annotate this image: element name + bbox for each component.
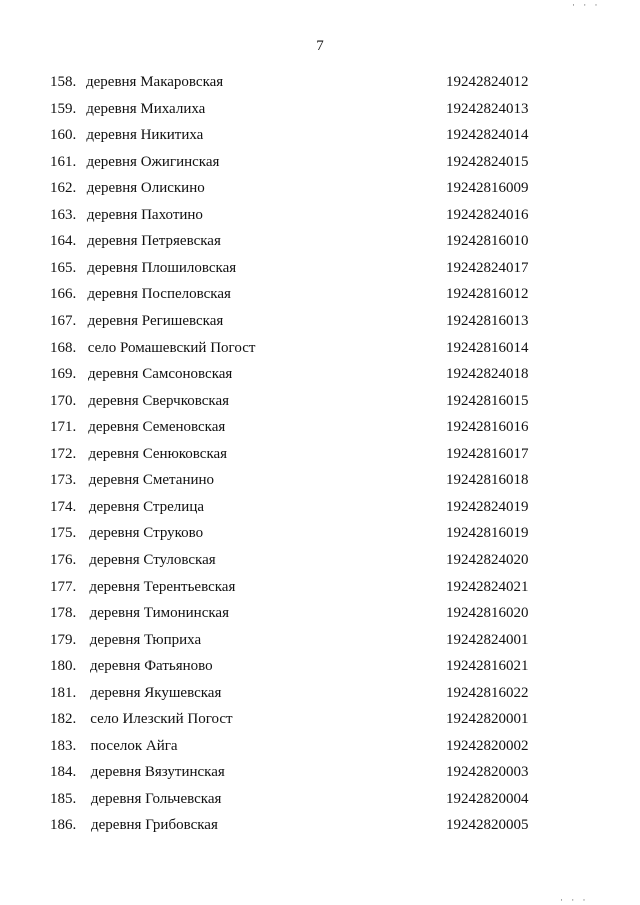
scan-mark-bottom: · · · — [560, 895, 589, 905]
item-number: 176. — [50, 551, 77, 568]
list-item — [0, 762, 640, 782]
settlement-name: деревня Плошиловская — [87, 259, 237, 276]
okato-code: 19242824019 — [446, 498, 529, 515]
okato-code: 19242816019 — [446, 525, 529, 542]
okato-code: 19242824014 — [446, 127, 529, 144]
settlement-name: деревня Фатьяново — [90, 658, 213, 675]
settlement-name: деревня Тюприха — [89, 631, 202, 648]
okato-code: 19242816013 — [446, 313, 529, 329]
item-number: 163. — [50, 206, 77, 223]
list-item — [0, 284, 640, 304]
settlement-name: деревня Грибовская — [91, 817, 218, 834]
settlement-name: деревня Самсоновская — [88, 366, 233, 383]
settlement-name: деревня Струково — [89, 525, 204, 542]
settlement-name: деревня Сенюковская — [88, 445, 228, 462]
list-item — [0, 99, 640, 119]
item-number: 178. — [50, 605, 77, 621]
item-number: 170. — [50, 392, 77, 409]
okato-code: 19242824018 — [446, 366, 529, 383]
item-number: 174. — [50, 498, 77, 515]
settlement-name: деревня Терентьевская — [89, 578, 236, 595]
okato-code: 19242820005 — [446, 817, 529, 834]
item-number: 167. — [50, 313, 77, 329]
list-item — [0, 258, 640, 278]
settlement-name: деревня Тимонинская — [89, 605, 229, 621]
okato-code: 19242816017 — [446, 445, 529, 462]
list-item — [0, 178, 640, 198]
item-number: 186. — [50, 817, 77, 834]
item-number: 173. — [50, 472, 77, 489]
settlement-name: деревня Стрелица — [88, 498, 204, 515]
okato-code: 19242820001 — [446, 711, 529, 728]
item-number: 183. — [50, 737, 77, 754]
okato-code: 19242824013 — [446, 100, 529, 117]
okato-code: 19242816018 — [446, 472, 529, 489]
list-item — [0, 311, 640, 331]
item-number: 160. — [50, 127, 77, 144]
item-number: 185. — [50, 790, 77, 807]
list-item — [0, 630, 640, 650]
list-item — [0, 683, 640, 703]
okato-code: 19242824020 — [446, 551, 529, 568]
item-number: 181. — [50, 684, 77, 701]
okato-code: 19242816015 — [446, 392, 529, 409]
list-item — [0, 603, 640, 623]
okato-code: 19242816012 — [446, 286, 529, 303]
list-item — [0, 656, 640, 676]
list-item — [0, 550, 640, 570]
list-item — [0, 470, 640, 490]
okato-code: 19242816021 — [446, 658, 529, 675]
settlement-name: деревня Гольчевская — [90, 790, 222, 807]
item-number: 161. — [50, 153, 77, 170]
settlement-name: село Ромашевский Погост — [87, 339, 256, 356]
item-number: 158. — [50, 74, 77, 90]
list-item — [0, 497, 640, 517]
item-number: 162. — [50, 180, 77, 197]
settlement-name: деревня Сверчковская — [88, 392, 230, 409]
settlement-name: деревня Якушевская — [90, 684, 222, 701]
item-number: 177. — [50, 578, 77, 595]
settlement-name: деревня Олискино — [86, 180, 205, 197]
okato-code: 19242824001 — [446, 631, 529, 648]
settlement-name: деревня Пахотино — [86, 206, 203, 223]
settlement-name: деревня Петряевская — [87, 233, 221, 250]
list-item — [0, 72, 640, 92]
settlement-name: деревня Макаровская — [86, 74, 224, 90]
list-item — [0, 125, 640, 145]
item-number: 166. — [50, 286, 77, 303]
okato-code: 19242824012 — [446, 74, 529, 90]
okato-code: 19242816020 — [446, 605, 529, 621]
okato-code: 19242820003 — [446, 764, 529, 781]
list-item — [0, 391, 640, 411]
item-number: 172. — [50, 445, 77, 462]
list-item — [0, 815, 640, 835]
item-number: 169. — [50, 366, 77, 383]
okato-code: 19242816016 — [446, 419, 529, 436]
item-number: 164. — [50, 233, 77, 250]
okato-code: 19242816022 — [446, 684, 529, 701]
page-number: 7 — [316, 38, 324, 54]
list-item — [0, 709, 640, 729]
settlement-name: деревня Семеновская — [88, 419, 226, 436]
list-item — [0, 364, 640, 384]
settlement-name: деревня Никитиха — [86, 127, 204, 144]
list-item — [0, 205, 640, 225]
okato-code: 19242816014 — [446, 339, 529, 356]
okato-code: 19242820002 — [446, 737, 529, 754]
settlement-name: деревня Ожигинская — [86, 153, 220, 170]
okato-code: 19242816009 — [446, 180, 529, 197]
item-number: 171. — [50, 419, 77, 436]
list-item — [0, 736, 640, 756]
okato-code: 19242824016 — [446, 206, 529, 223]
list-item — [0, 417, 640, 437]
item-number: 159. — [50, 100, 77, 117]
okato-code: 19242816010 — [446, 233, 529, 250]
scan-mark-top: · · · — [572, 0, 601, 10]
list-item — [0, 231, 640, 251]
okato-code: 19242824017 — [446, 259, 529, 276]
list-item — [0, 152, 640, 172]
item-number: 165. — [50, 259, 77, 276]
item-number: 179. — [50, 631, 77, 648]
settlement-name: деревня Вязутинская — [90, 764, 225, 781]
list-item — [0, 444, 640, 464]
settlement-name: деревня Регишевская — [87, 313, 224, 329]
settlement-name: деревня Поспеловская — [87, 286, 231, 303]
okato-code: 19242824015 — [446, 153, 529, 170]
item-number: 182. — [50, 711, 77, 728]
settlement-name: деревня Стуловская — [89, 551, 216, 568]
settlement-name: деревня Сметанино — [88, 472, 215, 489]
list-item — [0, 789, 640, 809]
item-number: 168. — [50, 339, 77, 356]
item-number: 184. — [50, 764, 77, 781]
settlement-name: поселок Айга — [90, 737, 178, 754]
item-number: 180. — [50, 658, 77, 675]
settlement-name: деревня Михалиха — [86, 100, 206, 117]
okato-code: 19242820004 — [446, 790, 529, 807]
item-number: 175. — [50, 525, 77, 542]
list-item — [0, 338, 640, 358]
okato-code: 19242824021 — [446, 578, 529, 595]
list-item — [0, 577, 640, 597]
list-item — [0, 523, 640, 543]
settlement-name: село Илезский Погост — [90, 711, 233, 728]
